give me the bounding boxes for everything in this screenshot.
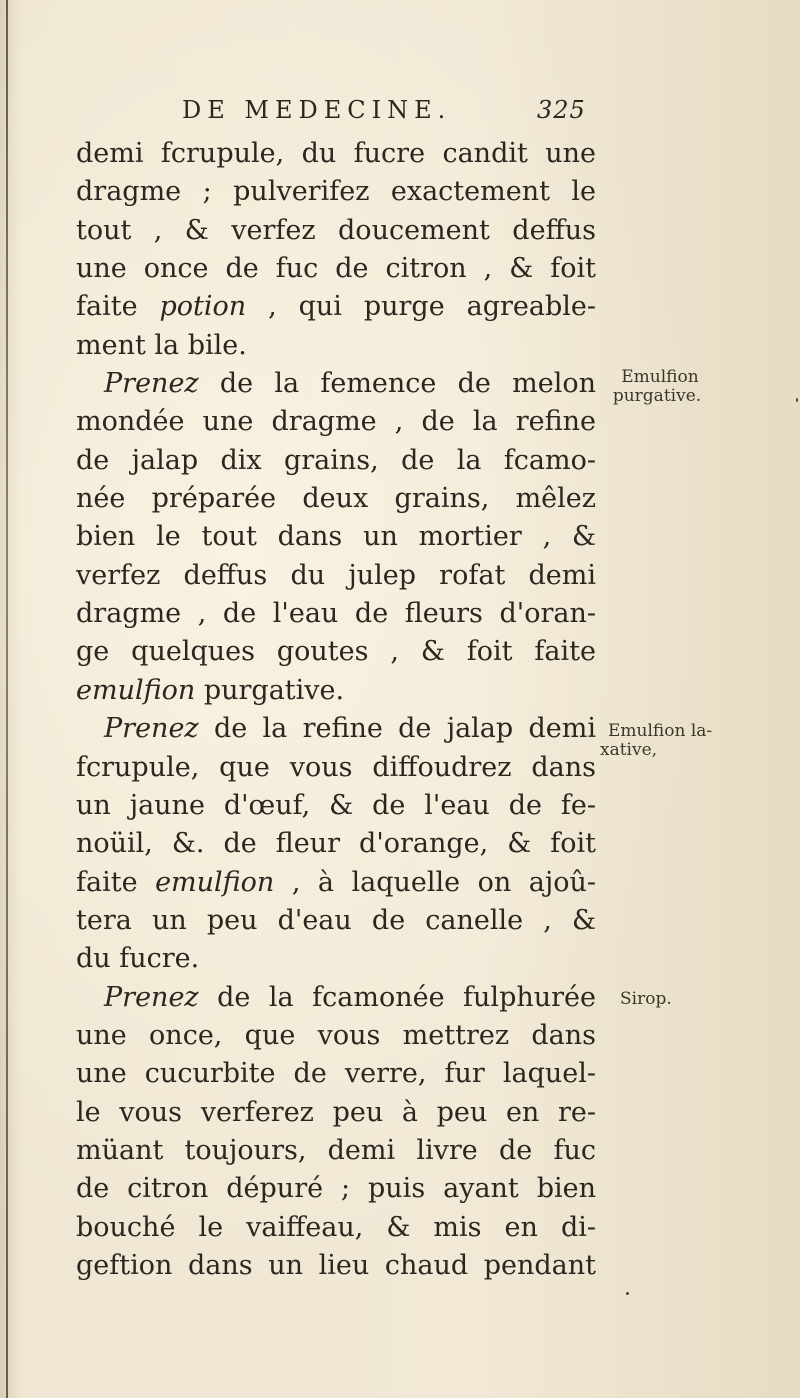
ink-speck: [626, 1292, 629, 1295]
text-line: noüil, &. de fleur d'orange, & foit: [76, 828, 596, 860]
text-run: de la fcamonée fulphurée: [198, 981, 596, 1013]
text-line: une cucurbite de verre, fur laquel-: [76, 1058, 596, 1090]
italic-text-run: potion: [159, 291, 247, 323]
text-line: du fucre.: [76, 943, 200, 975]
text-run: de la femence de melon: [198, 368, 596, 400]
italic-text-run: emulfion: [76, 674, 196, 706]
text-line: demi fcrupule, du fucre candit une: [76, 138, 596, 169]
text-line: geftion dans un lieu chaud pendant: [76, 1249, 596, 1281]
page-header: [182, 92, 586, 136]
text-line: müant toujours, demi livre de fuc: [76, 1134, 596, 1166]
text-line: le vous verferez peu à peu en re-: [76, 1096, 596, 1128]
text-line: bien le tout dans un mortier , &: [76, 521, 596, 553]
margin-note-syrup: [620, 990, 672, 1009]
text-line: dragme , de l'eau de fleurs d'oran-: [76, 598, 596, 630]
text-line: [76, 710, 596, 748]
text-line: tout , & verfez doucement deffus: [76, 214, 596, 246]
text-line: tera un peu d'eau de canelle , &: [76, 904, 596, 936]
body-text: [76, 135, 596, 1285]
text-line: un jaune d'œuf, & de l'eau de fe-: [76, 789, 596, 821]
text-run: faite: [76, 866, 156, 898]
text-line: ment la bile.: [76, 329, 247, 361]
margin-note-line: Emulfion la-: [608, 721, 713, 741]
text-run: de la refine de jalap demi: [198, 713, 596, 745]
italic-text-run: Prenez: [104, 981, 199, 1013]
page-number: 325: [537, 96, 586, 124]
text-line: mondée une dragme , de la refine: [76, 406, 596, 438]
text-line: [76, 979, 596, 1017]
text-line: fcrupule, que vous diffoudrez dans: [76, 751, 596, 783]
text-line: [76, 365, 596, 403]
ink-speck: [796, 398, 798, 402]
text-line: verfez deffus du julep rofat demi: [76, 559, 596, 591]
text-line: née préparée deux grains, mêlez: [76, 483, 596, 515]
text-line: une once, que vous mettrez dans: [76, 1019, 596, 1051]
margin-note-emulsion-purgative: [600, 368, 720, 406]
margin-note-line: xative,: [600, 740, 658, 760]
italic-text-run: emulfion: [155, 866, 275, 898]
italic-text-run: Prenez: [104, 713, 199, 745]
text-run: , qui purge agreable-: [246, 291, 596, 323]
text-line: une once de fuc de citron , & foit: [76, 253, 596, 285]
text-line: dragme ; pulverifez exactement le: [76, 176, 596, 208]
text-line: [76, 672, 596, 710]
margin-note-emulsion-laxative: [600, 722, 750, 760]
italic-text-run: Prenez: [104, 368, 199, 400]
margin-note-line: purgative.: [612, 386, 702, 406]
text-line: de jalap dix grains, de la fcamo-: [76, 444, 596, 476]
text-line: [76, 864, 596, 902]
margin-note-line: Emulfion: [621, 367, 699, 387]
text-run: , à laquelle on ajoû-: [274, 866, 597, 898]
text-run: faite: [76, 291, 160, 323]
text-line: de citron dépuré ; puis ayant bien: [76, 1173, 596, 1205]
text-line: ge quelques goutes , & foit faite: [76, 636, 596, 668]
running-title: DE MEDECINE.: [182, 96, 452, 124]
text-line: [76, 288, 596, 326]
page-gutter-edge: [6, 0, 8, 1398]
text-run: purgative.: [195, 674, 345, 706]
text-line: bouché le vaiffeau, & mis en di-: [76, 1211, 596, 1243]
margin-note-line: Sirop.: [620, 989, 672, 1009]
